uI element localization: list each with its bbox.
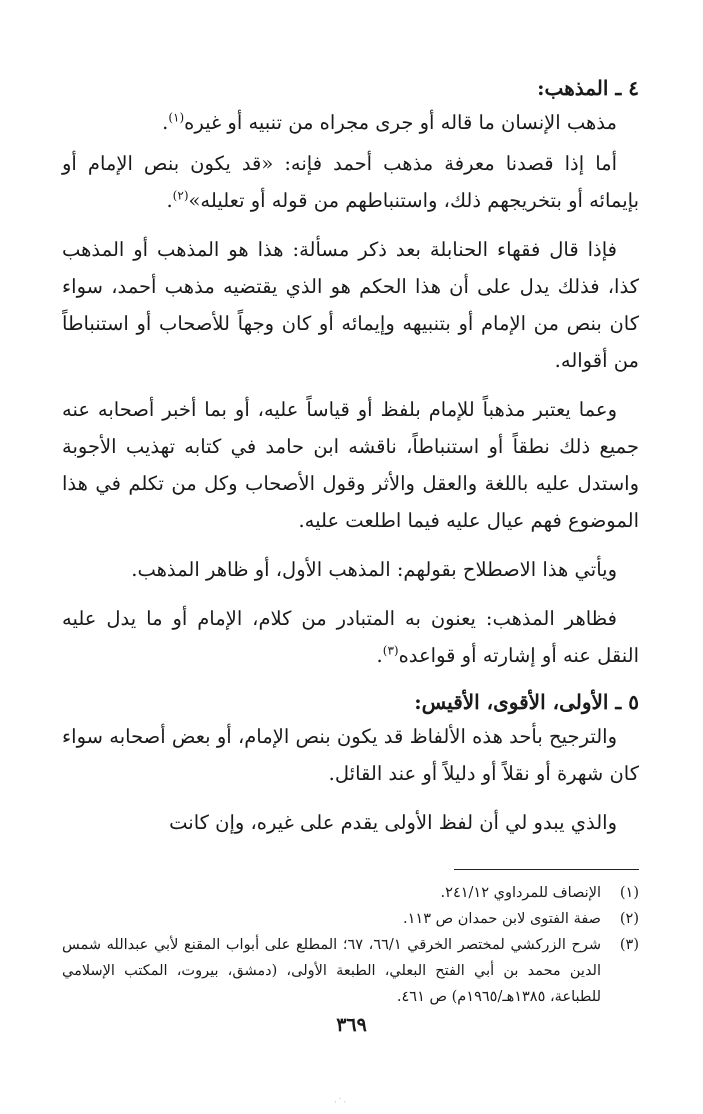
footnote-ref-3[interactable]: (٣)	[382, 643, 399, 658]
paragraph-zahir-madhab	[62, 600, 639, 674]
footnote-ref-1[interactable]: (١)	[168, 110, 185, 125]
definition-end: .	[162, 111, 169, 134]
footnote-number: (٢)	[619, 911, 639, 927]
paragraph-tarjih: والترجيح بأحد هذه الألفاظ قد يكون بنص الإمام، أو بعض أصحابه سواء كان شهرة أو نقلاً أو دليلاً أو عند القائل.	[62, 725, 639, 785]
footnote-divider	[454, 869, 639, 870]
footnote-text: صفة الفتوى لابن حمدان ص ١١٣.	[403, 911, 601, 927]
paragraph-terminology: ويأتي هذا الاصطلاح بقولهم: المذهب الأول، أو ظاهر المذهب.	[131, 558, 617, 581]
footnote-ref-2[interactable]: (٢)	[172, 188, 189, 203]
page-number: ٣٦٩	[336, 1014, 367, 1036]
paragraph-end: .	[376, 644, 383, 667]
footnote-item	[62, 932, 639, 1010]
paragraph-text: فظاهر المذهب: يعنون به المتبادر من كلام، الإمام أو ما يدل عليه النقل عنه أو إشارته أو قواعده	[62, 607, 639, 667]
footnote-text: شرح الزركشي لمختصر الخرقي ٦٦/١، ٦٧؛ المطلع على أبواب المقنع لأبي عبدالله شمس الدين محمد بن أبي الفتح البعلي، الطبعة الأولى، (دمشق، بيروت، المكتب الإسلامي للطباعة، ١٣٨٥هـ/١٩٦٥م) ص ٤٦١.	[62, 937, 601, 1005]
footnote-number: (١)	[619, 885, 639, 901]
paragraph-ibn-hamid: وعما يعتبر مذهباً للإمام بلفظ أو قياساً عليه، أو بما أخبر أصحابه عنه جميع ذلك نطقاً أو استنباطاً، ناقشه ابن حامد في كتابه تهذيب الأجوبة واستدل عليه باللغة والعقل والأثر وقول الأصحاب وكل من تكلم في هذا الموضوع فهم عيال عليه فيما اطلعت عليه.	[62, 398, 639, 532]
paragraph-end: .	[166, 189, 173, 212]
footnote-number: (٣)	[619, 937, 639, 953]
footnotes	[62, 880, 639, 1010]
scan-artifact: ·˙·	[334, 1098, 348, 1108]
paragraph-awla: والذي يبدو لي أن لفظ الأولى يقدم على غيره، وإن كانت	[169, 811, 617, 834]
paragraph-madhab-ahmad	[62, 145, 639, 219]
footnote-item	[62, 880, 639, 906]
section-4-heading: ٤ ـ المذهب:	[537, 76, 639, 100]
section-5-heading: ٥ ـ الأولى، الأقوى، الأقيس:	[414, 690, 639, 714]
section-4-definition	[62, 104, 639, 141]
footnote-text: الإنصاف للمرداوي ٢٤١/١٢.	[440, 885, 601, 901]
definition-text: مذهب الإنسان ما قاله أو جرى مجراه من تنبيه أو غيره	[184, 111, 617, 134]
paragraph-text: أما إذا قصدنا معرفة مذهب أحمد فإنه: «قد يكون بنص الإمام أو بإيمائه أو بتخريجهم ذلك، واستنباطهم من قوله أو تعليله»	[62, 152, 639, 212]
page-body	[62, 72, 639, 1010]
paragraph-hanbali-jurists: فإذا قال فقهاء الحنابلة بعد ذكر مسألة: هذا هو المذهب أو المذهب كذا، فذلك يدل على أن هذا الحكم هو الذي يقتضيه مذهب أحمد، سواء كان بنص من الإمام أو بتنبيهه وإيمائه أو كان وجهاً للأصحاب أو استنباطاً من أقواله.	[62, 238, 639, 372]
footnote-item	[62, 906, 639, 932]
